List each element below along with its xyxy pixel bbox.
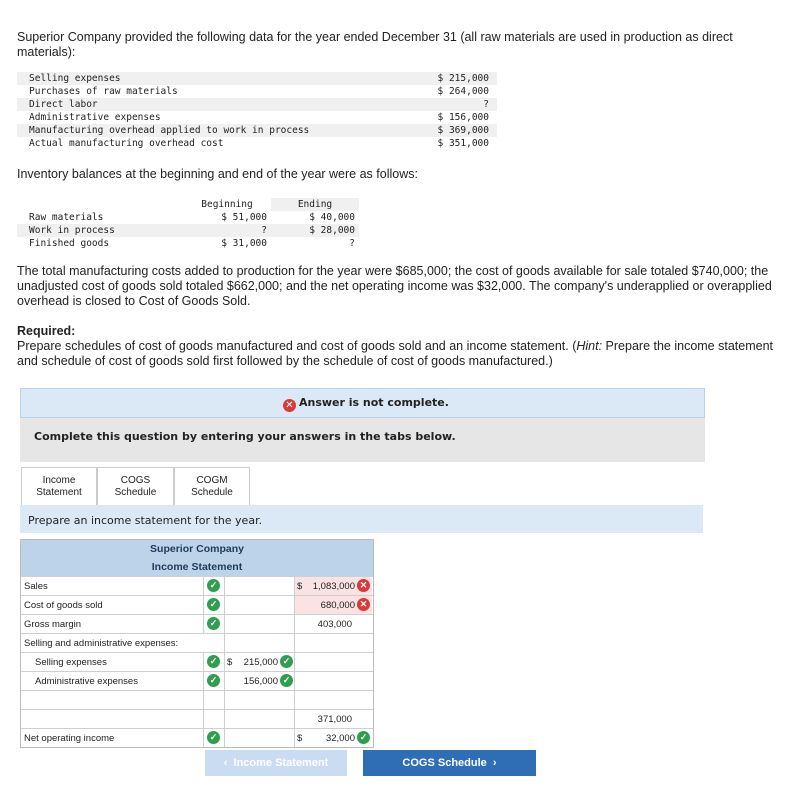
instruction-bar: Complete this question by entering your answers in the tabs below.: [20, 418, 705, 462]
chevron-right-icon: ›: [492, 757, 497, 769]
data-row: Selling expenses $ 215,000: [17, 72, 497, 85]
statement-header: [21, 540, 373, 576]
cogs-col2-input[interactable]: [224, 596, 295, 614]
required-label: Required:: [17, 324, 76, 338]
problem-intro: Superior Company provided the following data for the year ended December 31 (all raw materials are used in production as direct materials):: [17, 30, 733, 59]
tab-cogm-schedule[interactable]: COGM Schedule: [174, 467, 250, 506]
gross-col2-input[interactable]: [224, 615, 295, 633]
cogs-input[interactable]: 680,000 ✕: [294, 596, 372, 614]
blank-col2-input[interactable]: [224, 691, 295, 709]
inventory-row: Work in process ? $ 28,000: [17, 224, 359, 237]
check-icon: ✓: [357, 731, 370, 744]
beginning-header: Beginning: [201, 199, 253, 210]
noi-col2-input[interactable]: [224, 729, 295, 747]
x-circle-icon: ✕: [357, 598, 370, 611]
problem-paragraph: The total manufacturing costs added to production for the year were $685,000; the cost of goods available for sale totaled $740,000; the unadjusted cost of goods sold totaled $662,000; and the net operating income was $32,000. The company's underapplied or overapplied overhead is closed to Cost of Goods Sold.: [17, 264, 772, 308]
company-name: Superior Company: [150, 543, 244, 555]
x-circle-icon: ✕: [283, 399, 296, 412]
data-row: Administrative expenses $ 156,000: [29, 112, 489, 123]
tab-instruction: Prepare an income statement for the year.: [20, 505, 703, 533]
sga-row: Selling and administrative expenses:: [21, 633, 373, 652]
x-circle-icon: ✕: [357, 579, 370, 592]
tab-income-statement[interactable]: Income Statement: [21, 467, 97, 506]
data-row: Manufacturing overhead applied to work in process $ 369,000: [17, 124, 497, 137]
check-icon: ✓: [207, 655, 220, 668]
next-tab-button[interactable]: COGS Schedule ›: [363, 750, 536, 776]
check-icon: ✓: [207, 617, 220, 630]
ending-header: Ending: [271, 198, 359, 211]
given-data-table: [17, 72, 497, 150]
check-icon: ✓: [207, 674, 220, 687]
tab-cogs-schedule[interactable]: COGS Schedule: [97, 467, 174, 506]
gross-margin-value: 403,000: [294, 615, 372, 633]
cogs-row: Cost of goods sold ✓ 680,000 ✕: [21, 595, 373, 614]
gross-margin-row: Gross margin ✓ 403,000: [21, 614, 373, 633]
inventory-intro: Inventory balances at the beginning and end of the year were as follows:: [17, 167, 418, 181]
inventory-row: Raw materials $ 51,000 $ 40,000: [29, 212, 355, 223]
selling-expenses-row: Selling expenses ✓ $ 215,000 ✓: [21, 652, 373, 671]
total-sga-value: 371,000: [294, 710, 372, 728]
selling-expenses-input[interactable]: $ 215,000 ✓: [224, 653, 295, 671]
data-row: Purchases of raw materials $ 264,000: [29, 86, 489, 97]
chevron-left-icon: ‹: [223, 757, 228, 769]
sales-col2-input[interactable]: [224, 577, 295, 595]
blank-row: [21, 690, 373, 709]
check-icon: ✓: [280, 674, 293, 687]
statement-title: Income Statement: [151, 561, 243, 573]
sales-row: Sales ✓ $ 1,083,000 ✕: [21, 576, 373, 595]
check-icon: ✓: [207, 731, 220, 744]
prev-tab-button[interactable]: ‹ Income Statement: [205, 750, 347, 776]
data-row: Direct labor ?: [17, 98, 497, 111]
income-statement: [20, 539, 374, 748]
check-icon: ✓: [207, 579, 220, 592]
admin-expenses-input[interactable]: 156,000 ✓: [224, 672, 295, 690]
sales-input[interactable]: $ 1,083,000 ✕: [294, 577, 372, 595]
check-icon: ✓: [280, 655, 293, 668]
inventory-table: [17, 198, 359, 250]
total-sga-row: [21, 709, 373, 728]
data-row: Actual manufacturing overhead cost $ 351,000: [29, 138, 489, 149]
inventory-row: Finished goods $ 31,000 ?: [29, 238, 355, 249]
noi-input[interactable]: $ 32,000 ✓: [294, 729, 372, 747]
admin-expenses-row: Administrative expenses ✓ 156,000 ✓: [21, 671, 373, 690]
check-icon: ✓: [207, 598, 220, 611]
required-section: Required: Prepare schedules of cost of goods manufactured and cost of goods sold and an income statement. (Hint: Prepare the income statement and schedule of cost of goods sold first followed by the schedule of cost of goods manufactured.): [17, 324, 774, 368]
net-operating-income-row: Net operating income ✓ $ 32,000 ✓: [21, 728, 373, 747]
status-text: Answer is not complete.: [299, 396, 449, 409]
status-banner: [20, 388, 705, 418]
